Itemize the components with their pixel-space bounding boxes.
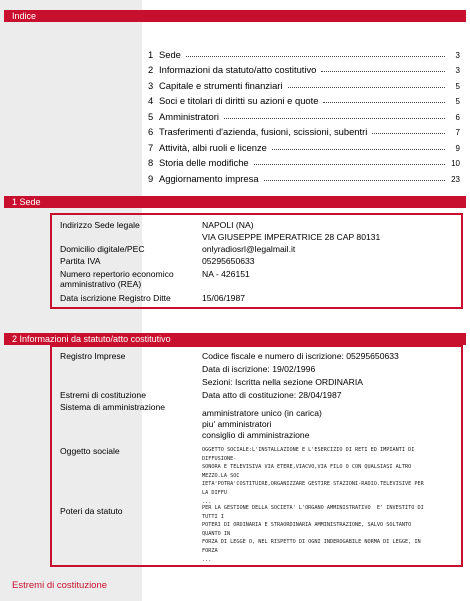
toc-item[interactable]: 1 Sede 3 xyxy=(148,48,460,60)
section-sede-header: 1 Sede xyxy=(4,196,466,208)
toc-page-number: 5 xyxy=(455,97,460,106)
field-value: amministratore unico (in carica) xyxy=(202,408,322,418)
field-value: Codice fiscale e numero di iscrizione: 05295650633 xyxy=(202,351,399,361)
field-value: 05295650633 xyxy=(202,256,255,266)
toc-leader-dots xyxy=(321,71,445,72)
toc-item[interactable]: 7 Attività, albi ruoli e licenze 9 xyxy=(148,141,460,153)
field-value: Data atto di costituzione: 28/04/1987 xyxy=(202,390,342,400)
field-label: Indirizzo Sede legale xyxy=(60,220,140,230)
toc-page-number: 3 xyxy=(455,50,460,60)
toc-item[interactable]: 6 Trasferimenti d'azienda, fusioni, scissioni, subentri 7 xyxy=(148,126,460,137)
toc-item[interactable]: 5 Amministratori 6 xyxy=(148,110,460,122)
field-label: Data iscrizione Registro Ditte xyxy=(60,293,171,303)
toc-page-number: 6 xyxy=(455,112,460,122)
toc-page-number: 10 xyxy=(451,159,460,168)
toc-page-number: 9 xyxy=(455,143,460,153)
toc-item-title[interactable]: Aggiornamento impresa xyxy=(159,172,259,184)
field-label: amministrativo (REA) xyxy=(60,279,142,289)
field-label: Partita IVA xyxy=(60,256,101,266)
table-of-contents xyxy=(148,44,460,184)
toc-leader-dots xyxy=(288,87,446,88)
sede-box xyxy=(50,213,463,309)
toc-item[interactable]: 8 Storia delle modifiche 10 xyxy=(148,157,460,168)
field-label: Oggetto sociale xyxy=(60,446,120,456)
poteri-statuto-text: PER LA GESTIONE DELLA SOCIETA' L'ORGANO AMMINISTRATIVO E' INVESTITO DI TUTTI I POTERI DI ORDINARIA E STRAORDINARIA AMMINISTRAZIONE, SALVO SOLTANTO QUANTO IN FORZA DI LEGGE O, NEL RISPETTO DI OGNI INDEROGABILE NORMA DI LEGGE, IN FORZA ... xyxy=(202,505,424,563)
toc-item-title[interactable]: Attività, albi ruoli e licenze xyxy=(159,141,267,153)
toc-item[interactable]: 2 Informazioni da statuto/atto costitutivo 3 xyxy=(148,64,460,75)
toc-leader-dots xyxy=(264,180,445,181)
toc-leader-dots xyxy=(323,102,445,103)
toc-item-title[interactable]: Capitale e strumenti finanziari xyxy=(159,79,283,91)
field-value: onlyradiosrl@legalmail.it xyxy=(202,244,296,254)
field-value: NA - 426151 xyxy=(202,269,250,279)
field-value: Sezioni: Iscritta nella sezione ORDINARIA xyxy=(202,377,363,387)
field-value: VIA GIUSEPPE IMPERATRICE 28 CAP 80131 xyxy=(202,232,381,242)
section-statuto-header: 2 Informazioni da statuto/atto costitutivo xyxy=(4,333,466,345)
field-label: Numero repertorio economico xyxy=(60,269,174,279)
toc-leader-dots xyxy=(186,56,445,57)
field-label: Sistema di amministrazione xyxy=(60,402,166,412)
field-label: Registro Imprese xyxy=(60,351,126,361)
toc-page-number: 3 xyxy=(455,66,460,75)
field-label: Poteri da statuto xyxy=(60,506,123,516)
toc-item-title[interactable]: Soci e titolari di diritti su azioni e quote xyxy=(159,95,319,106)
toc-item-title[interactable]: Informazioni da statuto/atto costitutivo xyxy=(159,64,317,75)
toc-page-number: 7 xyxy=(455,128,460,137)
field-value: Data di iscrizione: 19/02/1996 xyxy=(202,364,316,374)
estremi-section-title: Estremi di costituzione xyxy=(12,580,108,591)
toc-leader-dots xyxy=(372,133,445,134)
toc-item-title[interactable]: Trasferimenti d'azienda, fusioni, scissioni, subentri xyxy=(159,126,368,137)
field-label: Estremi di costituzione xyxy=(60,390,146,400)
oggetto-sociale-text: OGGETTO SOCIALE:L'INSTALLAZIONE E L'ESERCIZIO DI RETI ED IMPIANTI DI DIFFUSIONE- SONORA E TELEVISIVA VIA ETERE,VIACVO,VIA FILO O CON QUALSIASI ALTRO MEZZO.LA SOC IETA'POTRA'COSTITUIRE,ORGANIZZARE GESTIRE STAZIONI-RADIO.TELEVISIVE PER LA DIFFU ... xyxy=(202,447,424,505)
toc-leader-dots xyxy=(272,149,445,150)
field-value: piu' amministratori xyxy=(202,419,272,429)
toc-page-number: 23 xyxy=(451,174,460,184)
statuto-box xyxy=(50,345,463,567)
toc-leader-dots xyxy=(224,118,445,119)
index-header: Indice xyxy=(4,10,466,22)
field-value: consiglio di amministrazione xyxy=(202,430,310,440)
field-value: NAPOLI (NA) xyxy=(202,220,254,230)
toc-item-title[interactable]: Sede xyxy=(159,48,181,60)
toc-item[interactable]: 4 Soci e titolari di diritti su azioni e quote 5 xyxy=(148,95,460,106)
toc-item-title[interactable]: Storia delle modifiche xyxy=(159,157,249,168)
field-label: Domicilio digitale/PEC xyxy=(60,244,145,254)
toc-item[interactable]: 9 Aggiornamento impresa 23 xyxy=(148,172,460,184)
field-value: 15/06/1987 xyxy=(202,293,246,303)
toc-leader-dots xyxy=(254,164,445,165)
toc-item-title[interactable]: Amministratori xyxy=(159,110,219,122)
toc-item[interactable]: 3 Capitale e strumenti finanziari 5 xyxy=(148,79,460,91)
toc-page-number: 5 xyxy=(455,81,460,91)
